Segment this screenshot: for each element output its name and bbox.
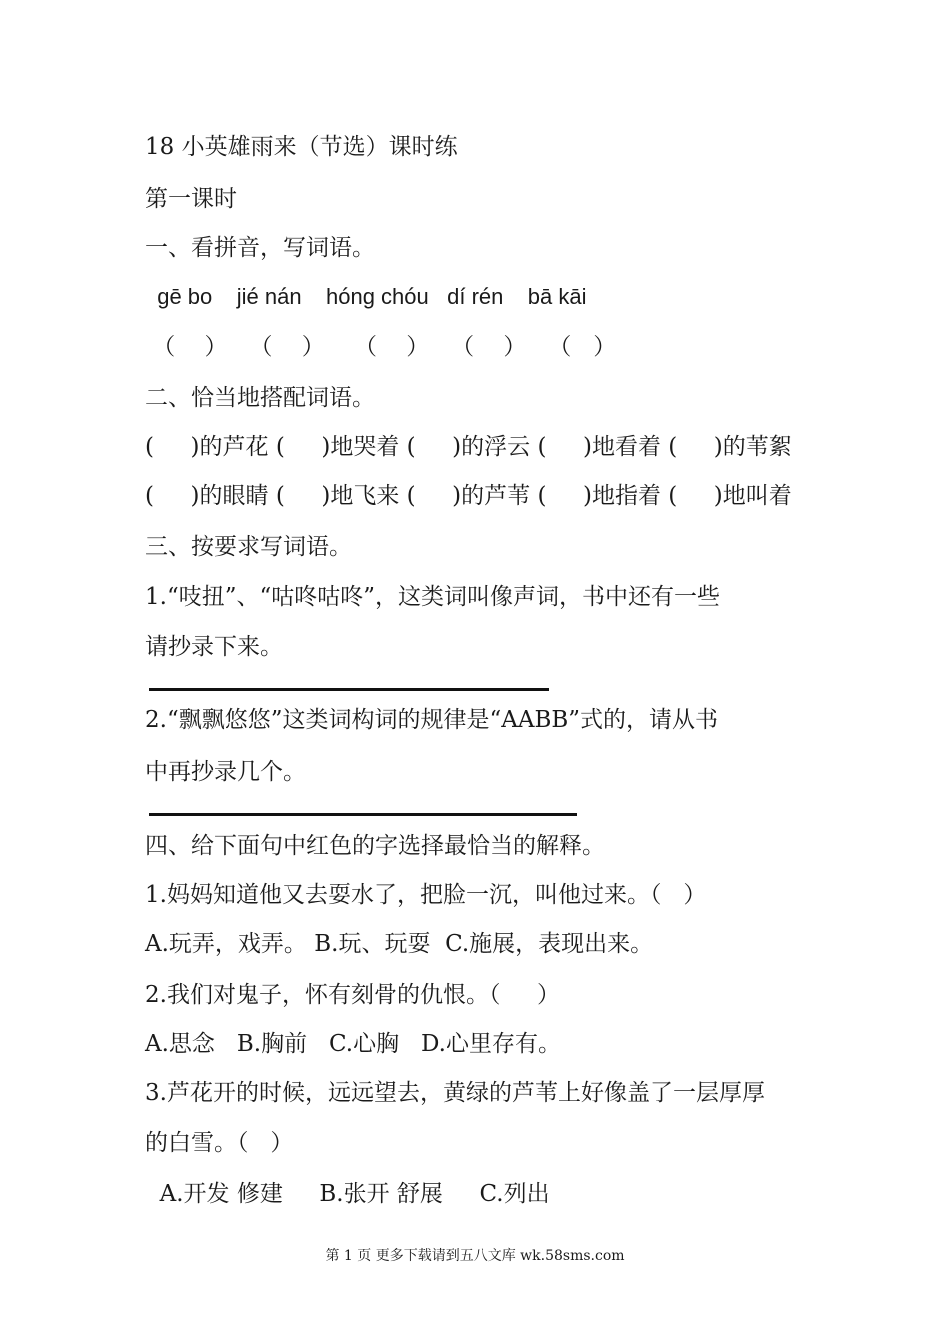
question-4-2-options: A.思念 B.胸前 C.心胸 D.心里存有。 (145, 1031, 561, 1057)
match-row-2: ( )的眼睛 ( )地飞来 ( )的芦苇 ( )地指着 ( )地叫着 (145, 483, 792, 509)
section-4-heading: 四、给下面句中红色的字选择最恰当的解释。 (145, 833, 605, 859)
question-4-1-options: A.玩弄，戏弄。 B.玩、玩耍 C.施展，表现出来。 (145, 931, 654, 957)
section-1-heading: 一、看拼音，写词语。 (145, 235, 375, 261)
question-3-2-line-2: 中再抄录几个。 (145, 759, 306, 785)
question-4-3-options: A.开发 修建 B.张开 舒展 C.列出 (145, 1181, 550, 1207)
page-title: 18 小英雄雨来（节选）课时练 (145, 134, 458, 160)
section-2-heading: 二、恰当地搭配词语。 (145, 385, 375, 411)
question-4-2: 2.我们对鬼子，怀有刻骨的仇恨。（ ） (145, 982, 560, 1008)
lesson-label: 第一课时 (145, 186, 237, 212)
answer-line-1 (149, 688, 549, 691)
answer-line-2 (149, 813, 577, 816)
page-footer: 第 1 页 更多下载请到五八文库 wk.58sms.com (325, 1248, 625, 1264)
question-3-1-line-2: 请抄录下来。 (145, 634, 283, 660)
pinyin-line: gē bo jié nán hóng chóu dí rén bā kāi (145, 284, 587, 309)
question-4-3-line-1: 3.芦花开的时候，远远望去，黄绿的芦苇上好像盖了一层厚厚 (145, 1080, 765, 1106)
question-4-1: 1.妈妈知道他又去耍水了，把脸一沉，叫他过来。（ ） (145, 882, 707, 908)
question-3-1-line-1: 1.“吱扭”、“咕咚咕咚”，这类词叫像声词，书中还有一些 (145, 584, 720, 610)
section-3-heading: 三、按要求写词语。 (145, 534, 352, 560)
blanks-line: （ ） （ ） （ ） （ ） （ ） (145, 334, 617, 360)
question-3-2-line-1: 2.“飘飘悠悠”这类词构词的规律是“AABB”式的，请从书 (145, 707, 719, 733)
match-row-1: ( )的芦花 ( )地哭着 ( )的浮云 ( )地看着 ( )的苇絮 (145, 434, 792, 460)
question-4-3-line-2: 的白雪。（ ） (145, 1130, 294, 1156)
